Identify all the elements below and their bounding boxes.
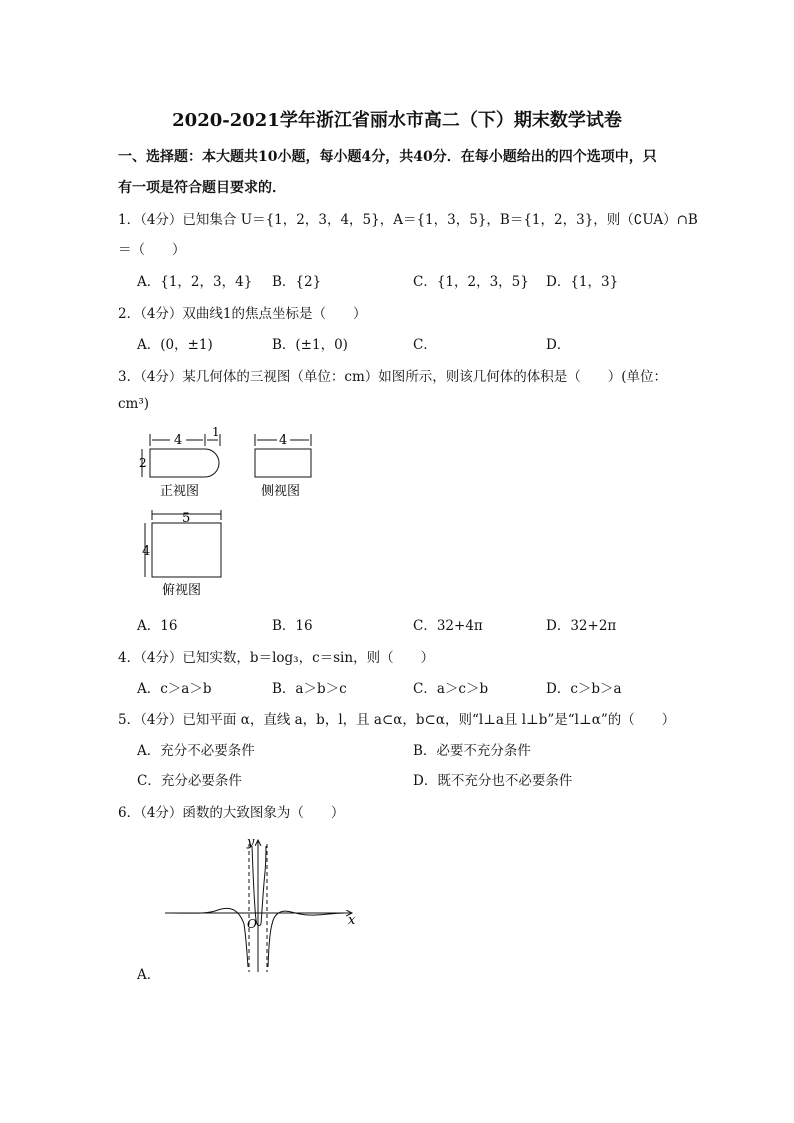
question-5-option-d: D．既不充分也不必要条件 bbox=[413, 773, 573, 789]
question-1-option-c: C．{1，2，3，5} bbox=[413, 274, 529, 290]
section-heading-line2: 有一项是符合题目要求的． bbox=[118, 180, 286, 196]
question-4-option-d: D．c＞b＞a bbox=[546, 681, 622, 697]
question-3-option-a: A．16 bbox=[137, 618, 178, 634]
question-4-option-c: C．a＞c＞b bbox=[413, 681, 489, 697]
top-width-label: 5 bbox=[182, 511, 191, 526]
question-5-option-a: A．充分不必要条件 bbox=[137, 743, 255, 759]
top-view-label: 俯视图 bbox=[162, 583, 202, 598]
curve-right bbox=[268, 911, 345, 967]
question-1-option-a: A．{1，2，3，4} bbox=[137, 274, 253, 290]
question-4-option-b: B．a＞b＞c bbox=[272, 681, 347, 697]
section-heading-line1: 一、选择题：本大题共10小题，每小题4分，共40分．在每小题给出的四个选项中，只 bbox=[118, 149, 657, 165]
question-2-option-d: D． bbox=[546, 337, 571, 353]
question-2-text: 2．（4分）双曲线1的焦点坐标是（ ） bbox=[118, 306, 367, 322]
origin-label: O bbox=[247, 917, 257, 931]
question-1-option-b: B．{2} bbox=[272, 274, 322, 290]
question-3-text: 3．（4分）某几何体的三视图（单位：cm）如图所示，则该几何体的体积是（ ）(单位： bbox=[118, 369, 668, 385]
question-5-option-b: B．必要不充分条件 bbox=[413, 743, 531, 759]
question-3-option-d: D．32+2π bbox=[546, 618, 617, 634]
question-3-option-c: C．32+4π bbox=[413, 618, 483, 634]
function-graph-option-a bbox=[160, 832, 370, 977]
question-3-option-b: B．16 bbox=[272, 618, 313, 634]
question-2-option-a: A．(0，±1) bbox=[137, 337, 213, 353]
three-view-figure bbox=[130, 422, 330, 602]
question-3-text-cont: cm³) bbox=[118, 396, 150, 412]
question-5-option-c: C．充分必要条件 bbox=[137, 773, 242, 789]
question-2-option-b: B．(±1，0) bbox=[272, 337, 348, 353]
question-1-text: 1．（4分）已知集合 U＝{1，2，3，4，5}，A＝{1，3，5}，B＝{1，2，3}，则（∁UA）∩B bbox=[118, 212, 698, 228]
y-axis-label: y bbox=[247, 835, 255, 850]
side-width-label: 4 bbox=[279, 433, 288, 448]
front-radius-label: 1 bbox=[212, 425, 220, 439]
top-height-label: 4 bbox=[142, 544, 151, 559]
curve-left bbox=[170, 908, 248, 967]
front-view-label: 正视图 bbox=[160, 484, 200, 499]
front-width-label: 4 bbox=[174, 433, 183, 448]
question-1-text-cont: ＝（ ） bbox=[118, 242, 186, 258]
side-view-label: 侧视图 bbox=[261, 484, 301, 499]
question-5-text: 5．（4分）已知平面 α，直线 a，b，l，且 a⊂α，b⊂α，则“l⊥a且 l⊥b”是“l⊥α”的（ ） bbox=[118, 712, 676, 728]
question-4-option-a: A．c＞a＞b bbox=[137, 681, 212, 697]
question-4-text: 4．（4分）已知实数，b＝log₃，c＝sin，则（ ） bbox=[118, 650, 435, 666]
question-2-option-c: C． bbox=[413, 337, 437, 353]
front-height-label: 2 bbox=[139, 456, 147, 470]
page-title: 2020-2021学年浙江省丽水市高二（下）期末数学试卷 bbox=[172, 110, 622, 131]
question-1-option-d: D．{1，3} bbox=[546, 274, 619, 290]
x-axis-label: x bbox=[348, 913, 356, 928]
question-6-option-a: A． bbox=[137, 967, 161, 983]
question-6-text: 6．（4分）函数的大致图象为（ ） bbox=[118, 805, 345, 821]
curve-middle bbox=[252, 846, 266, 926]
